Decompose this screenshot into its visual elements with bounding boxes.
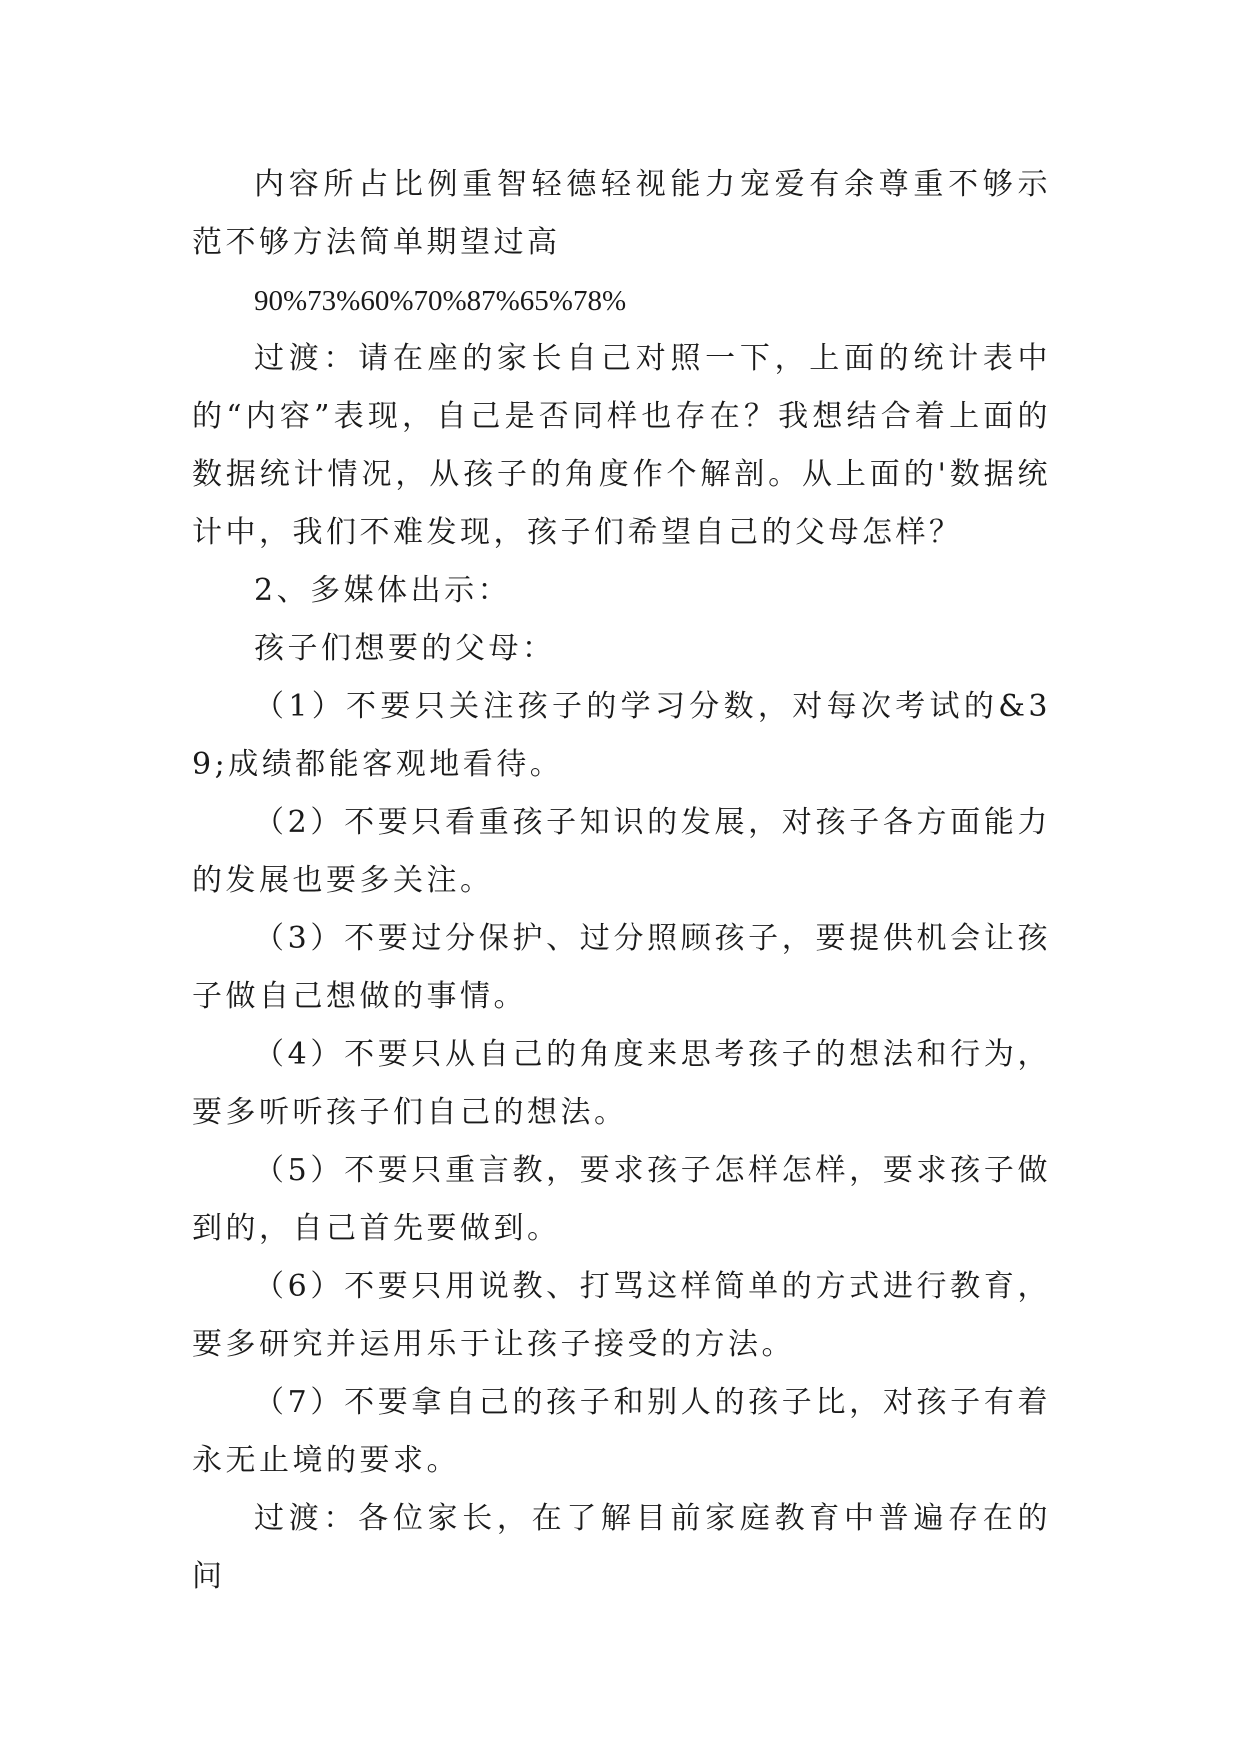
wish-item-7: （7）不要拿自己的孩子和别人的孩子比，对孩子有着永无止境的要求。 (192, 1385, 1051, 1478)
multimedia-heading: 2、多媒体出示： (254, 573, 512, 608)
wish-item-1: （1）不要只关注孩子的学习分数，对每次考试的&39;成绩都能客观地看待。 (192, 689, 1051, 782)
stats-categories-paragraph: 内容所占比例重智轻德轻视能力宠爱有余尊重不够示范不够方法简单期望过高 (192, 167, 1051, 260)
wish-item-5: （5）不要只重言教，要求孩子怎样怎样，要求孩子做到的，自己首先要做到。 (192, 1153, 1051, 1246)
wish-item-2: （2）不要只看重孩子知识的发展，对孩子各方面能力的发展也要多关注。 (192, 805, 1051, 898)
transition-paragraph: 过渡：请在座的家长自己对照一下，上面的统计表中的“内容”表现，自己是否同样也存在？我想结合着上面的数据统计情况，从孩子的角度作个解剖。从上面的'数据统计中，我们不难发现，孩子们希望自己的父母怎样？ (192, 341, 1051, 550)
stats-percentages-paragraph: 90%73%60%70%87%65%78% (254, 285, 627, 317)
wish-item-6: （6）不要只用说教、打骂这样简单的方式进行教育，要多研究并运用乐于让孩子接受的方法。 (192, 1269, 1051, 1362)
children-wishes-heading: 孩子们想要的父母： (254, 631, 556, 666)
wish-item-4: （4）不要只从自己的角度来思考孩子的想法和行为，要多听听孩子们自己的想法。 (192, 1037, 1051, 1130)
closing-transition-paragraph: 过渡：各位家长，在了解目前家庭教育中普遍存在的问 (192, 1501, 1051, 1594)
wish-item-3: （3）不要过分保护、过分照顾孩子，要提供机会让孩子做自己想做的事情。 (192, 921, 1051, 1014)
